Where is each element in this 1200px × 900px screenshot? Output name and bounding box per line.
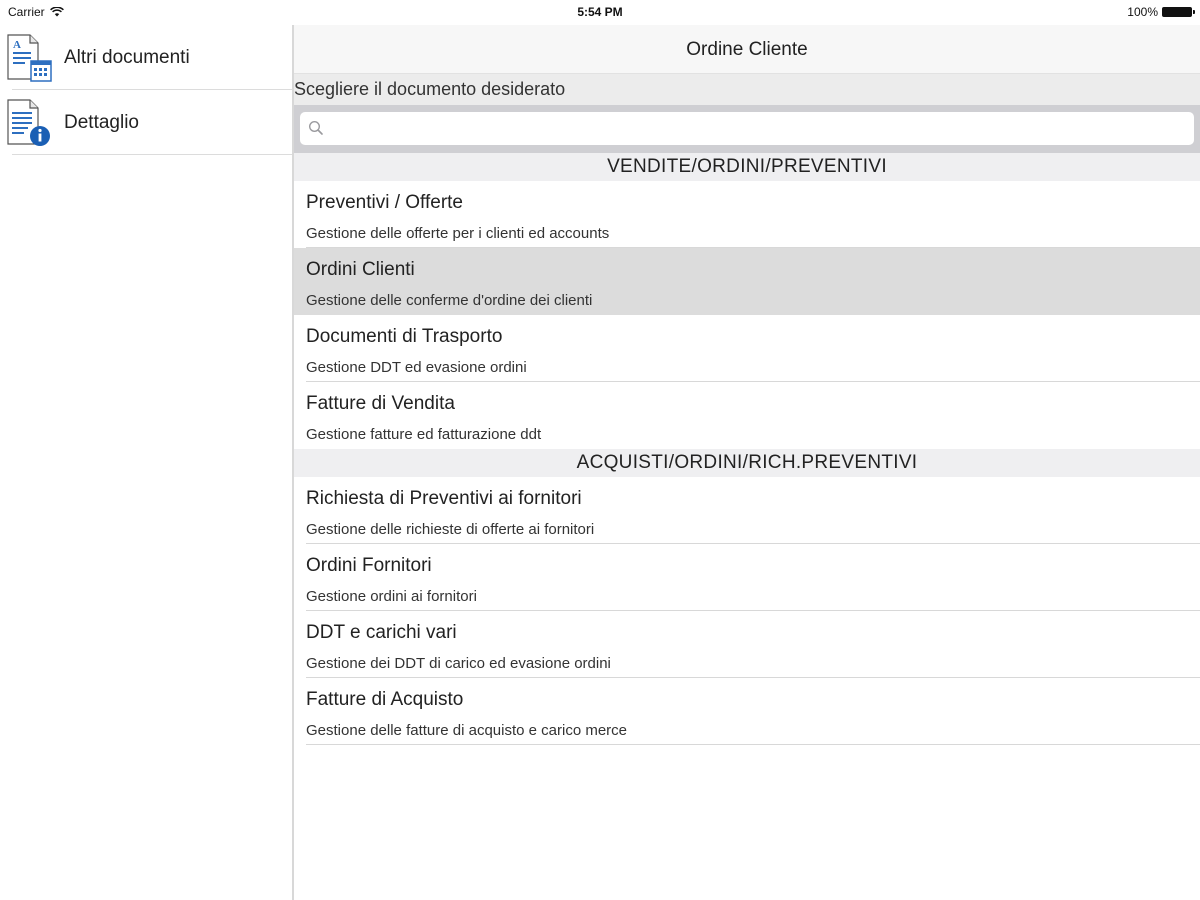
list-item[interactable]	[294, 382, 1200, 449]
document-calendar-icon	[4, 33, 52, 83]
list-item-title: Fatture di Vendita	[306, 393, 455, 414]
main-pane	[294, 25, 1200, 900]
list-item-title: Documenti di Trasporto	[306, 326, 503, 347]
carrier-label: Carrier	[8, 5, 45, 19]
list-item-title: Ordini Fornitori	[306, 555, 432, 576]
section-header-acquisti: ACQUISTI/ORDINI/RICH.PREVENTIVI	[294, 449, 1200, 477]
list-item-subtitle: Gestione fatture ed fatturazione ddt	[306, 426, 542, 443]
sidebar	[0, 25, 292, 900]
list-item-subtitle: Gestione dei DDT di carico ed evasione ordini	[306, 655, 611, 672]
list-item-title: Preventivi / Offerte	[306, 192, 463, 213]
list-item-subtitle: Gestione delle fatture di acquisto e carico merce	[306, 722, 627, 739]
list-item-title: Ordini Clienti	[306, 259, 415, 280]
list-item[interactable]	[294, 678, 1200, 745]
search-input[interactable]	[330, 112, 1180, 145]
list-item[interactable]	[294, 477, 1200, 544]
document-info-icon	[4, 98, 52, 148]
list-item-subtitle: Gestione delle conferme d'ordine dei clienti	[306, 292, 593, 309]
search-box[interactable]	[300, 112, 1194, 145]
sidebar-item-altri-documenti[interactable]	[0, 25, 292, 90]
list-item[interactable]	[294, 315, 1200, 382]
status-time: 5:54 PM	[577, 5, 623, 19]
list-item-subtitle: Gestione delle offerte per i clienti ed accounts	[306, 225, 610, 242]
list-item[interactable]	[294, 611, 1200, 678]
list-item-title: Fatture di Acquisto	[306, 689, 464, 710]
battery-icon	[1162, 7, 1192, 17]
list-item-title: DDT e carichi vari	[306, 622, 457, 643]
search-bar	[294, 105, 1200, 153]
status-right	[1127, 5, 1192, 19]
sidebar-item-label: Altri documenti	[64, 46, 190, 68]
list-item[interactable]	[294, 544, 1200, 611]
list-item-subtitle: Gestione DDT ed evasione ordini	[306, 359, 527, 376]
svg-text:A: A	[13, 39, 21, 51]
list-item-title: Richiesta di Preventivi ai fornitori	[306, 488, 582, 509]
battery-percent: 100%	[1127, 5, 1158, 19]
section-header-vendite: VENDITE/ORDINI/PREVENTIVI	[294, 153, 1200, 181]
sidebar-item-label: Dettaglio	[64, 111, 139, 133]
list-item-selected[interactable]	[294, 248, 1200, 315]
prompt-label: Scegliere il documento desiderato	[294, 74, 1200, 105]
sidebar-item-dettaglio[interactable]	[0, 90, 292, 155]
list-item-subtitle: Gestione delle richieste di offerte ai fornitori	[306, 521, 595, 538]
page-title: Ordine Cliente	[294, 25, 1200, 74]
search-icon	[308, 120, 324, 136]
sidebar-divider	[12, 154, 292, 155]
row-divider	[306, 744, 1200, 745]
list-item[interactable]	[294, 181, 1200, 248]
list-item-subtitle: Gestione ordini ai fornitori	[306, 588, 477, 605]
status-bar	[0, 0, 1200, 25]
